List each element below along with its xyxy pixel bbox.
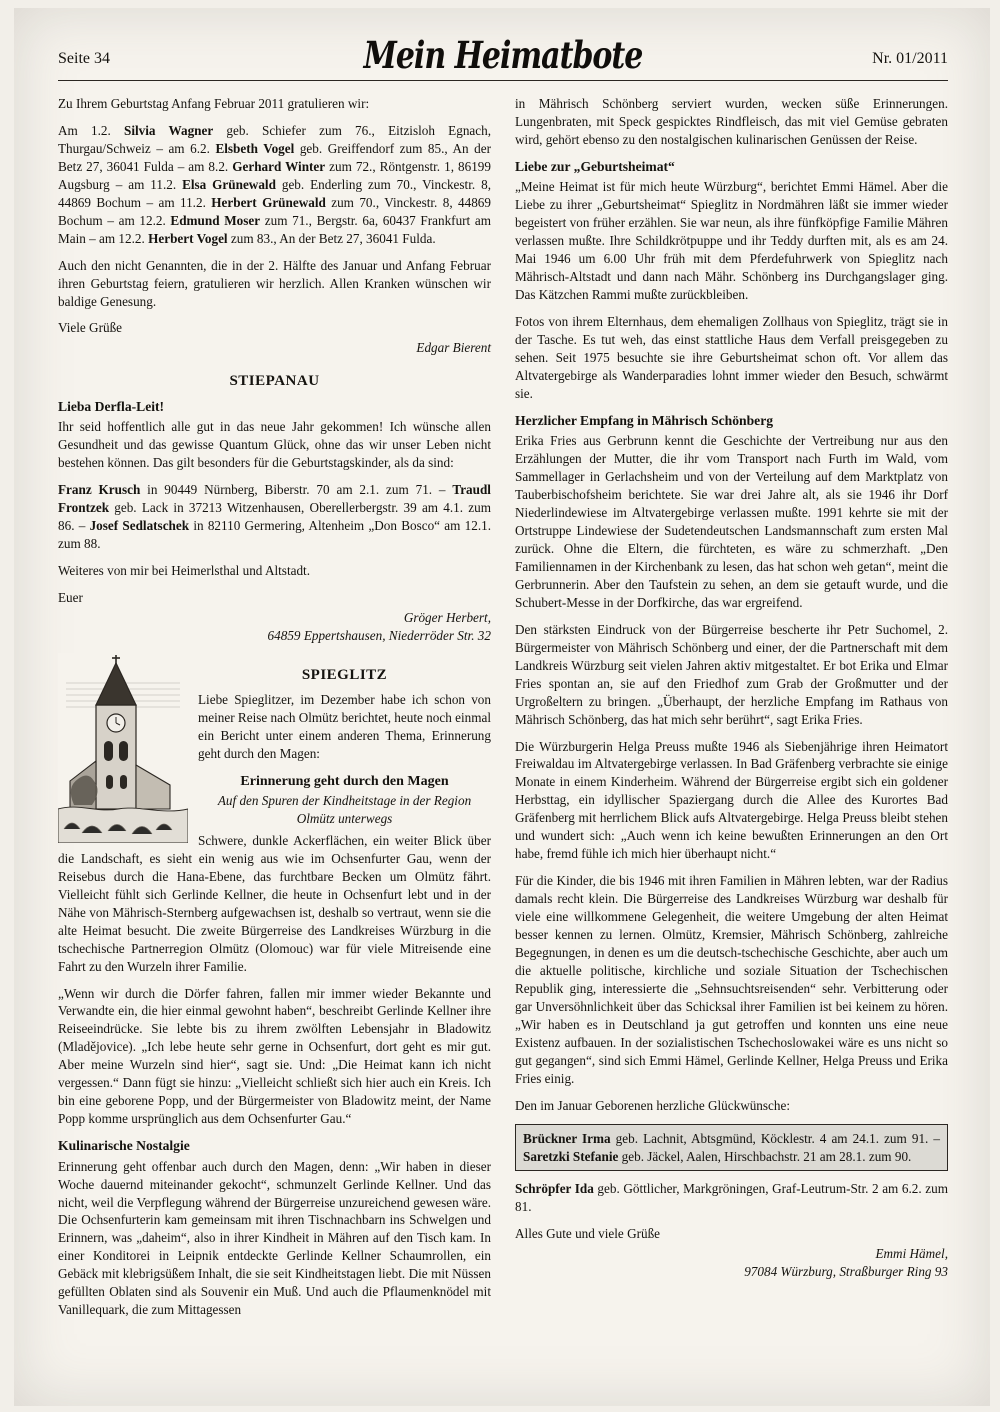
spieglitz-paragraph-3: Erinnerung geht offenbar auch durch den Magen, denn: „Wir haben in dieser Woche dauernd miteinander gekocht“, schmunzelt Gerlinde Kellner. Und das nicht, weil die Verpflegung während der Bürgerreise unzureichend gewesen wäre. Die Ochsenfurterin kam gemeinsam mit ihren Tischnachbarn ins Schwelgen und Erinnern, was „daheim“, also in ihrer Kindheit in Mähren auf den Tisch kam. In einer Konditorei in Leipnik entdeckte Gerlinde Kellner Schaumrollen, ein Gebäck mit klebrigsüßem Inhalt, die sie seit Kindheitstagen liebt. Die mit Nüssen gefüllten Oblaten sind als Souvenir ein Muß. Und auch die Pflaumenknödel mit Vanillequark, die zum Mittagessen — [58, 1158, 491, 1318]
section-heading-stiepanau: STIEPANAU — [229, 373, 320, 390]
right-paragraph-5: Den stärksten Eindruck von der Bürgerreise bescherte ihr Petr Suchomel, 2. Bürgermeister von Mährisch Schönberg und einer, der die Partnerschaft mit dem Landkreis Würzburg seit vielen Jahren aktiv mitgestaltet. Er bot Erika und Elmar Fries spontan an, sie auf den Friedhof zum Grab der Großmutter und der Urgroßeltern zu bringen. „Überhaupt, der herzliche Empfang im Rathaus von Mährisch Schönberg, das hat mich sehr berührt“, sagt Erika Fries. — [515, 621, 948, 727]
subheading-empfang: Herzlicher Empfang in Mährisch Schönberg — [515, 412, 774, 428]
signature-haemel-address: 97084 Würzburg, Straßburger Ring 93 — [744, 1264, 948, 1280]
signature-haemel-name: Emmi Hämel, — [875, 1246, 948, 1262]
not-named-note: Auch den nicht Genannten, die in der 2. Hälfte des Januar und Anfang Februar ihren Geburtstag feiern, gratulieren wir herzlich. Allen Kranken wünschen wir baldige Genesung. — [58, 257, 491, 309]
section-heading-spieglitz: SPIEGLITZ — [301, 666, 388, 683]
signature-groeger-address: 64859 Eppertshausen, Niederröder Str. 32 — [267, 627, 491, 643]
masthead-title: Mein Heimatbote — [363, 34, 643, 78]
stiepanau-closing: Euer — [58, 589, 83, 605]
right-paragraph-4: Erika Fries aus Gerbrunn kennt die Geschichte der Vertreibung nur aus den Erzählungen der Mutter, die ihr vom Transport nach Furth im Wald, vom Sammellager in Gerlachsheim und von der Verteilung auf dem Marktplatz von Tauberbischofsheim berichtete. Sie war drei Jahre alt, als sie 1946 ihr Dorf Niederlindewiese im Altvatergebirge verlassen mußte. 1991 kehrte sie mit der Ortstruppe Lindewiese der Sudetendeutschen Landsmannschaft zum ersten Mal zurück. Ohne die Eltern, die fürchteten, es wäre zu schmerzhaft. „Den Familiennamen in der Kirchenbank zu lesen, das hat schon weh getan“, meint die Gerbrunnerin. Aber den Taufstein zu sehen, an dem sie getauft wurde, und die Schubert-Messe in der Dorfkirche, das war ergreifend. — [515, 433, 948, 610]
issue-number: Nr. 01/2011 — [872, 50, 948, 67]
spieglitz-paragraph-1: Schwere, dunkle Ackerflächen, ein weiter Blick über die Landschaft, es sieht ein wenig aus wie im Ochsenfurter Gau, wenn der Reisebus durch die Hana-Ebene, das furchtbare Becken um Olmütz fährt. Vielleicht fühlt sich Gerlinde Kellner, die heute in Ochsenfurt lebt und in der Nähe von Mährisch-Sternberg aufgewachsen ist, deshalb so vertraut, wenn sie die alte Heimat besucht. Die zweite Bürgerreise des Landkreises Würzburg in die tschechische Partnerregion Olmütz (Olomouc) war für viele Mitreisende eine Fahrt zu den Wurzeln ihrer Familie. — [58, 832, 491, 974]
spieglitz-subheading-kulinarisch: Kulinarische Nostalgie — [58, 1138, 190, 1154]
boxed-birthday-notice: Brückner Irma geb. Lachnit, Abtsgmünd, Köcklestr. 4 am 24.1. zum 91. – Saretzki Stefanie geb. Jäckel, Aalen, Hirschbachstr. 21 am 28.1. zum 90. — [515, 1124, 948, 1172]
additional-birthday-entry: Schröpfer Ida geb. Göttlicher, Markgröningen, Graf-Leutrum-Str. 2 am 6.2. zum 81. — [515, 1181, 948, 1215]
continued-paragraph: in Mährisch Schönberg serviert wurden, wecken süße Erinnerungen. Lungenbraten, mit Speck gespicktes Rindfleisch, das mit viel Gemüse gebraten wird, gehört ebenso zu den nostalgischen kulinarischen Genüssen der Reise. — [515, 96, 948, 147]
stiepanau-birthday-list: Franz Krusch in 90449 Nürnberg, Biberstr. 70 am 2.1. zum 71. – Traudl Frontzek geb. Lack in 37213 Witzenhausen, Oberellerbergstr. 39 am 4.1. zum 86. – Josef Sedlatschek in 82110 Germering, Altenheim „Don Bosco“ am 12.1. zum 88. — [58, 482, 492, 551]
right-column — [515, 95, 948, 1328]
subheading-geburtsheimat: Liebe zur „Geburtsheimat“ — [515, 158, 675, 174]
stiepanau-paragraph-1: Ihr seid hoffentlich alle gut in das neue Jahr gekommen! Ich wünsche allen Gesundheit und das gewisse Quantum Glück, ohne das wir unser Leben nicht bestehen können. Das gilt besonders für die Geburtstagskinder, als da sind: — [58, 419, 491, 471]
spieglitz-salutation: Liebe Spieglitzer, im Dezember habe ich schon von meiner Reise nach Olmütz berichtet, heute noch einmal ein Bericht unter einem anderen Thema, Erinnerung geht durch den Magen: — [198, 692, 491, 761]
spieglitz-paragraph-2: „Wenn wir durch die Dörfer fahren, fallen mir immer wieder Bekannte und Verwandte ein, die hier einmal gewohnt haben“, beschreibt Gerlinde Kellner ihre Reiseeindrücke. Sie lebte bis zu ihrem zwölften Lebensjahr in Bladowitz (Mladějovice). „Ich lebe heute sehr gerne in Ochsenfurt, dort geht es mir gut. Aber meine Wurzeln sind hier“, sagt sie. Und: „Die Heimat kann ich nicht vergessen.“ Dann fügt sie hinzu: „Vielleicht schließt sich hier auch ein Kreis. Ich bin eine geborene Popp, und der Bürgermeister von Bladowitz meint, der Name Popp komme ursprünglich aus dem Ochsenfurter Gau.“ — [58, 985, 491, 1127]
spieglitz-article-subtitle: Auf den Spuren der Kindheitstage in der Region Olmütz unterwegs — [217, 792, 472, 826]
left-column — [58, 95, 491, 1328]
right-paragraph-2: „Meine Heimat ist für mich heute Würzburg“, berichtet Emmi Hämel. Aber die Liebe zu ihrer „Geburtsheimat“ Spieglitz in Nordmähren läßt sie immer wieder begeistert von früher erzählen. Sie war neun, als ihre fünfköpfige Familie Mähren verlassen mußte. Ihre Schildkrötpuppe und ihr Teddy durften mit, als es am 24. Mai 1946 um 6.00 Uhr früh mit dem Pferdefuhrwerk von Spieglitz nach Mährisch-Altstadt und dann nach Mähr. Schönberg ins Durchgangslager ging. Das Kätzchen Rammi mußte zurückbleiben. — [515, 179, 948, 303]
spieglitz-article-title: Erinnerung geht durch den Magen — [240, 773, 449, 789]
page-number: Seite 34 — [58, 50, 110, 67]
signature-bierent: Edgar Bierent — [416, 340, 491, 356]
right-paragraph-6: Die Würzburgerin Helga Preuss mußte 1946 als Siebenjährige ihren Heimatort Freiwaldau im Altvatergebirge verlassen. In Bad Gräfenberg verbrachte sie einige Monate in einem Kinderheim. Während der Bürgerreise ergibt sich ein goldener Herbsttag, ein idyllischer Spaziergang durch die Allee des Kurortes Bad Gräfenberg mit herrlichem Blick aufs Altvatergebirge. Helga Preuss bleibt stehen und wundert sich: „Auch wenn ich keine bewußten Erinnerungen an den Ort habe, fremd fühle ich mich hier überhaupt nicht.“ — [515, 738, 948, 862]
birthday-intro: Zu Ihrem Geburtstag Anfang Februar 2011 gratulieren wir: — [58, 96, 370, 111]
page-content — [58, 34, 948, 1384]
right-paragraph-3: Fotos von ihrem Elternhaus, dem ehemaligen Zollhaus von Spieglitz, trägt sie in der Tasche. Es tut weh, das einst stattliche Haus dem Verfall preisgegeben zu sehen. Seit 1975 besuchte sie ihre Geburtsheimat schon oft. Vor allem das Altvatergebirge als Wanderparadies lohnt immer wieder den Besuch, schwärmt sie. — [515, 314, 948, 401]
greeting-line: Viele Grüße — [58, 320, 123, 336]
birthday-list: Am 1.2. Silvia Wagner geb. Schiefer zum 76., Eitzisloh Egnach, Thurgau/Schweiz – am 6.2. Elsbeth Vogel geb. Greiffendorf zum 85., An der Betz 27, 36041 Fulda – am 8.2. Gerhard Winter zum 72., Röntgenstr. 1, 86199 Augsburg – am 11.2. Elsa Grünewald geb. Enderling zum 70., Vinckestr. 8, 44869 Bochum – am 11.2. Herbert Grünewald zum 70., Vinckestr. 8, 44869 Bochum – am 12.2. Edmund Moser zum 71., Bergstr. 6a, 60437 Frankfurt am Main – am 12.2. Herbert Vogel zum 83., An der Betz 27, 36041 Fulda. — [58, 122, 492, 246]
church-tower-woodcut-icon — [58, 653, 188, 843]
two-column-body — [58, 95, 948, 1328]
closing-line: Alles Gute und viele Grüße — [515, 1226, 661, 1242]
congratulations-intro: Den im Januar Geborenen herzliche Glückwünsche: — [515, 1097, 790, 1113]
page-header — [58, 34, 948, 81]
right-paragraph-7: Für die Kinder, die bis 1946 mit ihren Familien in Mähren lebten, war der Radius damals recht klein. Die Bürgerreise des Landkreises Würzburg war deshalb für viele eine willkommene Gelegenheit, die weitere Umgebung der alten Heimat besser kennen zu lernen. Olmütz, Kremsier, Mährisch Schönberg, zahlreiche Begegnungen, in denen es um die deutsch-tschechische Geschichte, aber auch um die aktuelle politische, kirchliche und soziale Situation der Tschechischen Republik ging, interessierte die „Sehnsuchtsreisenden“ sehr. Verbitterung oder gar Unversöhnlichkeit über das Schicksal ihrer Familien ist bei keinem zu hören. „Wir haben es in Deutschland ja gut getroffen und konnten uns eine neue Existenz aufbauen. In der sozialistischen Tschechoslowakei wäre es uns nicht so gut gegangen“, sind sich Emmi Hämel, Gerlinde Kellner, Helga Preuss und Erika Fries einig. — [515, 873, 948, 1086]
stiepanau-paragraph-2: Weiteres von mir bei Heimerlsthal und Altstadt. — [58, 562, 311, 578]
signature-groeger-name: Gröger Herbert, — [403, 609, 491, 625]
stiepanau-salutation: Lieba Derfla-Leit! — [58, 398, 165, 414]
